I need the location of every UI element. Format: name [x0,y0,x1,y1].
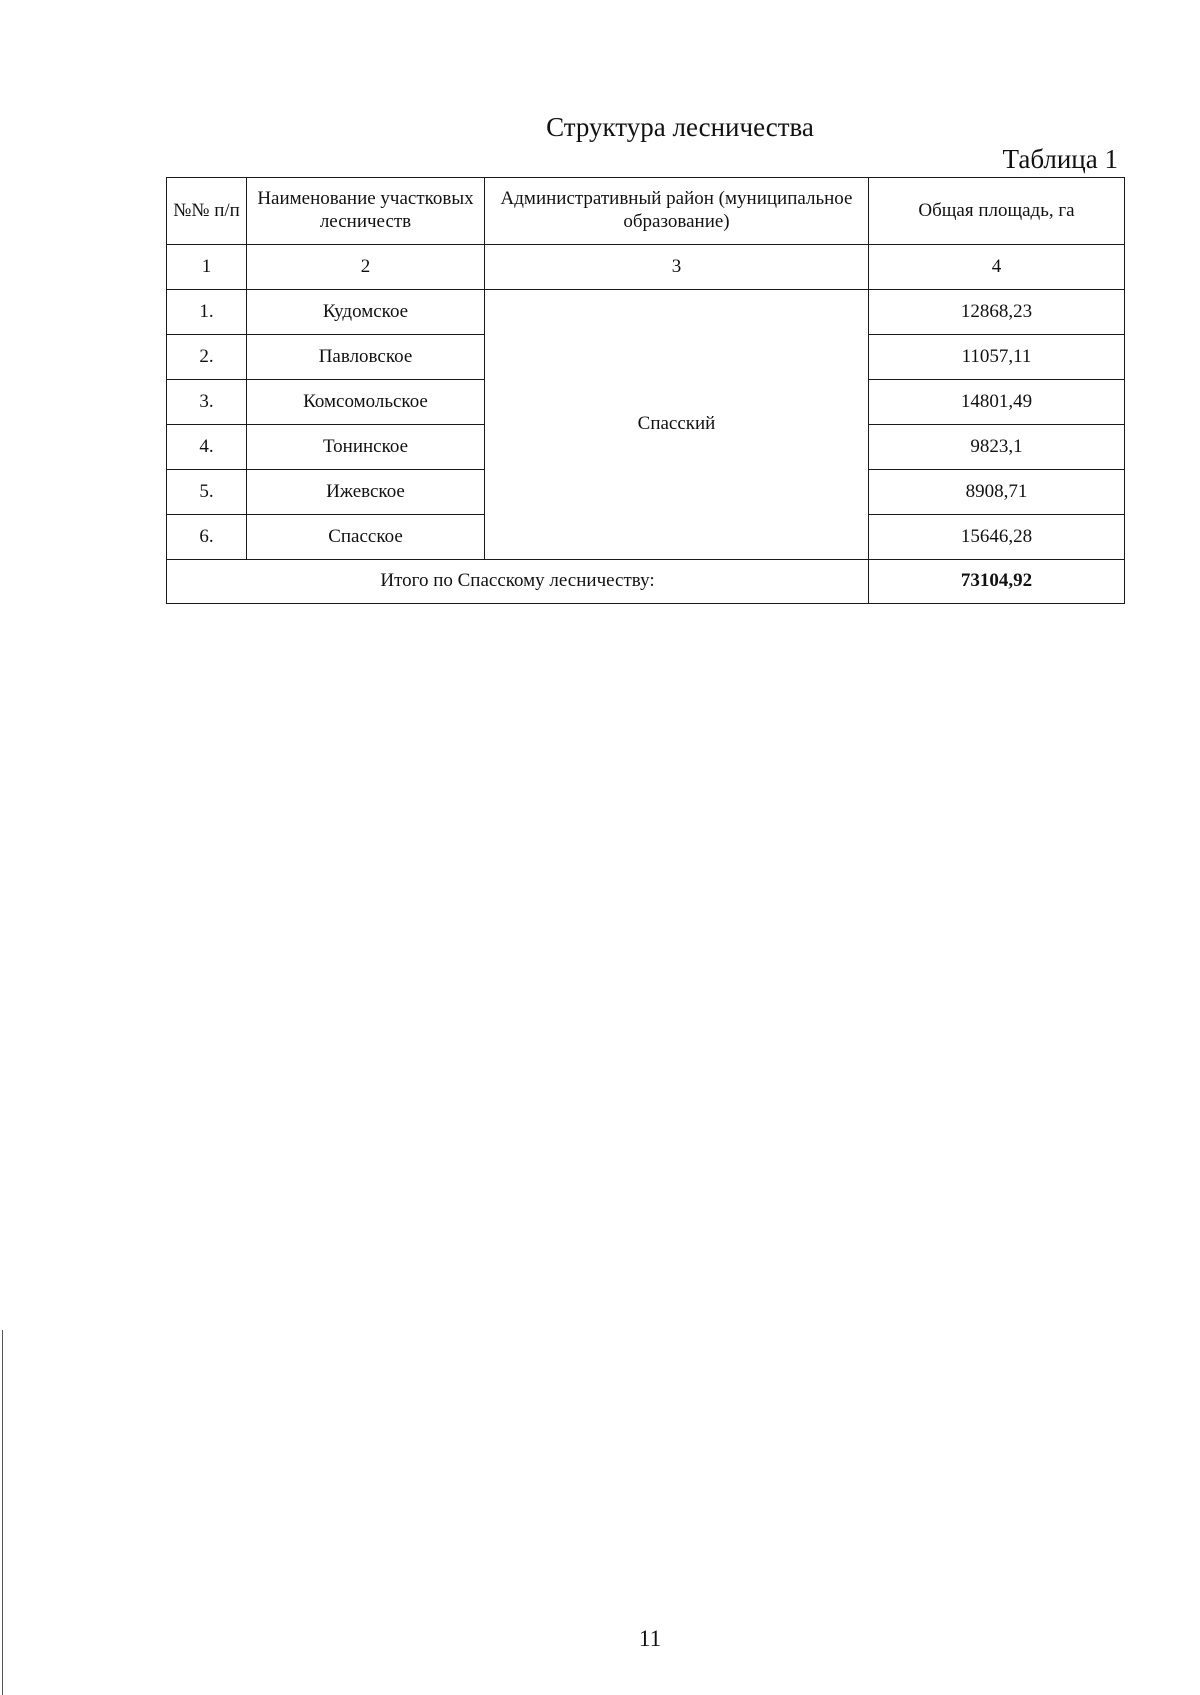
column-number: 1 [167,245,247,290]
column-number-row [167,245,1125,290]
row-number: 6. [167,515,247,560]
district-cell: Спасский [485,290,869,560]
row-number: 5. [167,470,247,515]
forestry-name: Комсомольское [247,380,485,425]
header-name: Наименование участковых лесничеств [247,178,485,245]
column-number: 4 [869,245,1125,290]
forestry-name: Спасское [247,515,485,560]
forestry-structure-table [166,177,1125,604]
column-number: 3 [485,245,869,290]
header-number: №№ п/п [167,178,247,245]
forestry-area: 15646,28 [869,515,1125,560]
forestry-area: 8908,71 [869,470,1125,515]
page-number: 11 [638,1626,662,1651]
forestry-area: 12868,23 [869,290,1125,335]
row-number: 3. [167,380,247,425]
table-row [167,290,1125,335]
table-label: Таблица 1 [1002,144,1118,174]
row-number: 4. [167,425,247,470]
header-district: Административный район (муниципальное образование) [485,178,869,245]
scan-edge-line [2,1330,3,1695]
row-number: 2. [167,335,247,380]
total-value: 73104,92 [869,560,1125,604]
forestry-area: 14801,49 [869,380,1125,425]
forestry-area: 9823,1 [869,425,1125,470]
forestry-name: Тонинское [247,425,485,470]
forestry-name: Ижевское [247,470,485,515]
forestry-name: Павловское [247,335,485,380]
header-row [167,178,1125,245]
document-title: Структура лесничества [546,112,814,142]
header-area: Общая площадь, га [869,178,1125,245]
column-number: 2 [247,245,485,290]
forestry-area: 11057,11 [869,335,1125,380]
row-number: 1. [167,290,247,335]
forestry-name: Кудомское [247,290,485,335]
total-label: Итого по Спасскому лесничеству: [167,560,869,604]
total-row [167,560,1125,604]
